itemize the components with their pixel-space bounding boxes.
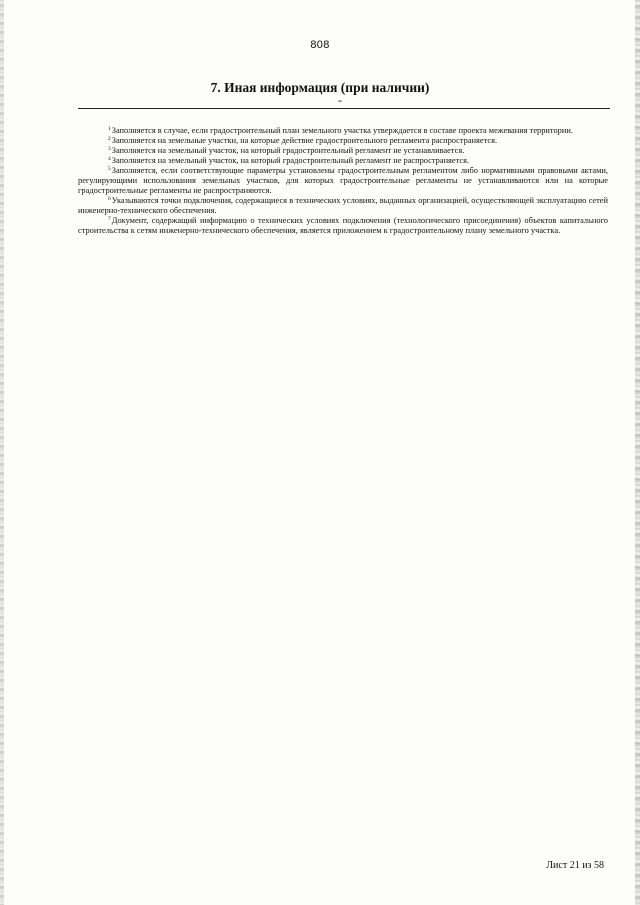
footnote-number: 3	[108, 146, 111, 152]
footnotes-list	[78, 126, 608, 236]
footnote-text: Заполняется, если соответствующие параметры установлены градостроительным регламентом либо нормативными правовыми актами, регулирующими использования земельных участков, для которых градостроительные регламенты не устанавливаются или на которые градостроительные регламенты не распространяются.	[78, 166, 608, 195]
section-divider	[78, 108, 610, 109]
footnote	[78, 216, 608, 236]
footnote-text: Заполняется на земельные участки, на которые действие градостроительного регламента распространяется.	[111, 136, 498, 145]
footnote-text: Документ, содержащий информацию о технических условиях подключения (технологического присоединения) объектов капитального строительства к сетям инженерно-технического обеспечения, является приложением к градостроительному плану земельного участка.	[78, 216, 608, 235]
scan-edge-right	[635, 0, 640, 905]
footnote-number: 1	[108, 126, 111, 132]
footnote-number: 6	[108, 196, 111, 202]
footnote	[78, 136, 608, 146]
footnote	[78, 196, 608, 216]
footnote-text: Заполняется на земельный участок, на который градостроительный регламент не устанавливается.	[111, 146, 465, 155]
footnote	[78, 156, 608, 166]
section-title: 7. Иная информация (при наличии)	[210, 80, 430, 95]
section-value: -	[338, 93, 342, 107]
scan-edge-left	[0, 0, 4, 905]
footnote-text: Заполняется в случае, если градостроительный план земельного участка утверждается в составе проекта межевания территории.	[111, 126, 573, 135]
footnote-number: 2	[108, 136, 111, 142]
sheet-counter: Лист 21 из 58	[546, 860, 604, 871]
footnote-text: Заполняется на земельный участок, на который градостроительный регламент не распространяется.	[111, 156, 470, 165]
footnote-text: Указываются точки подключения, содержащиеся в технических условиях, выданных организацией, осуществляющей эксплуатацию сетей инженерно-технического обеспечения.	[78, 196, 608, 215]
footnote-number: 4	[108, 156, 111, 162]
footnote	[78, 166, 608, 196]
footnote	[78, 146, 608, 156]
footnote	[78, 126, 608, 136]
footnote-number: 5	[108, 166, 111, 172]
page-number: 808	[310, 39, 330, 51]
footnote-number: 7	[108, 216, 111, 222]
